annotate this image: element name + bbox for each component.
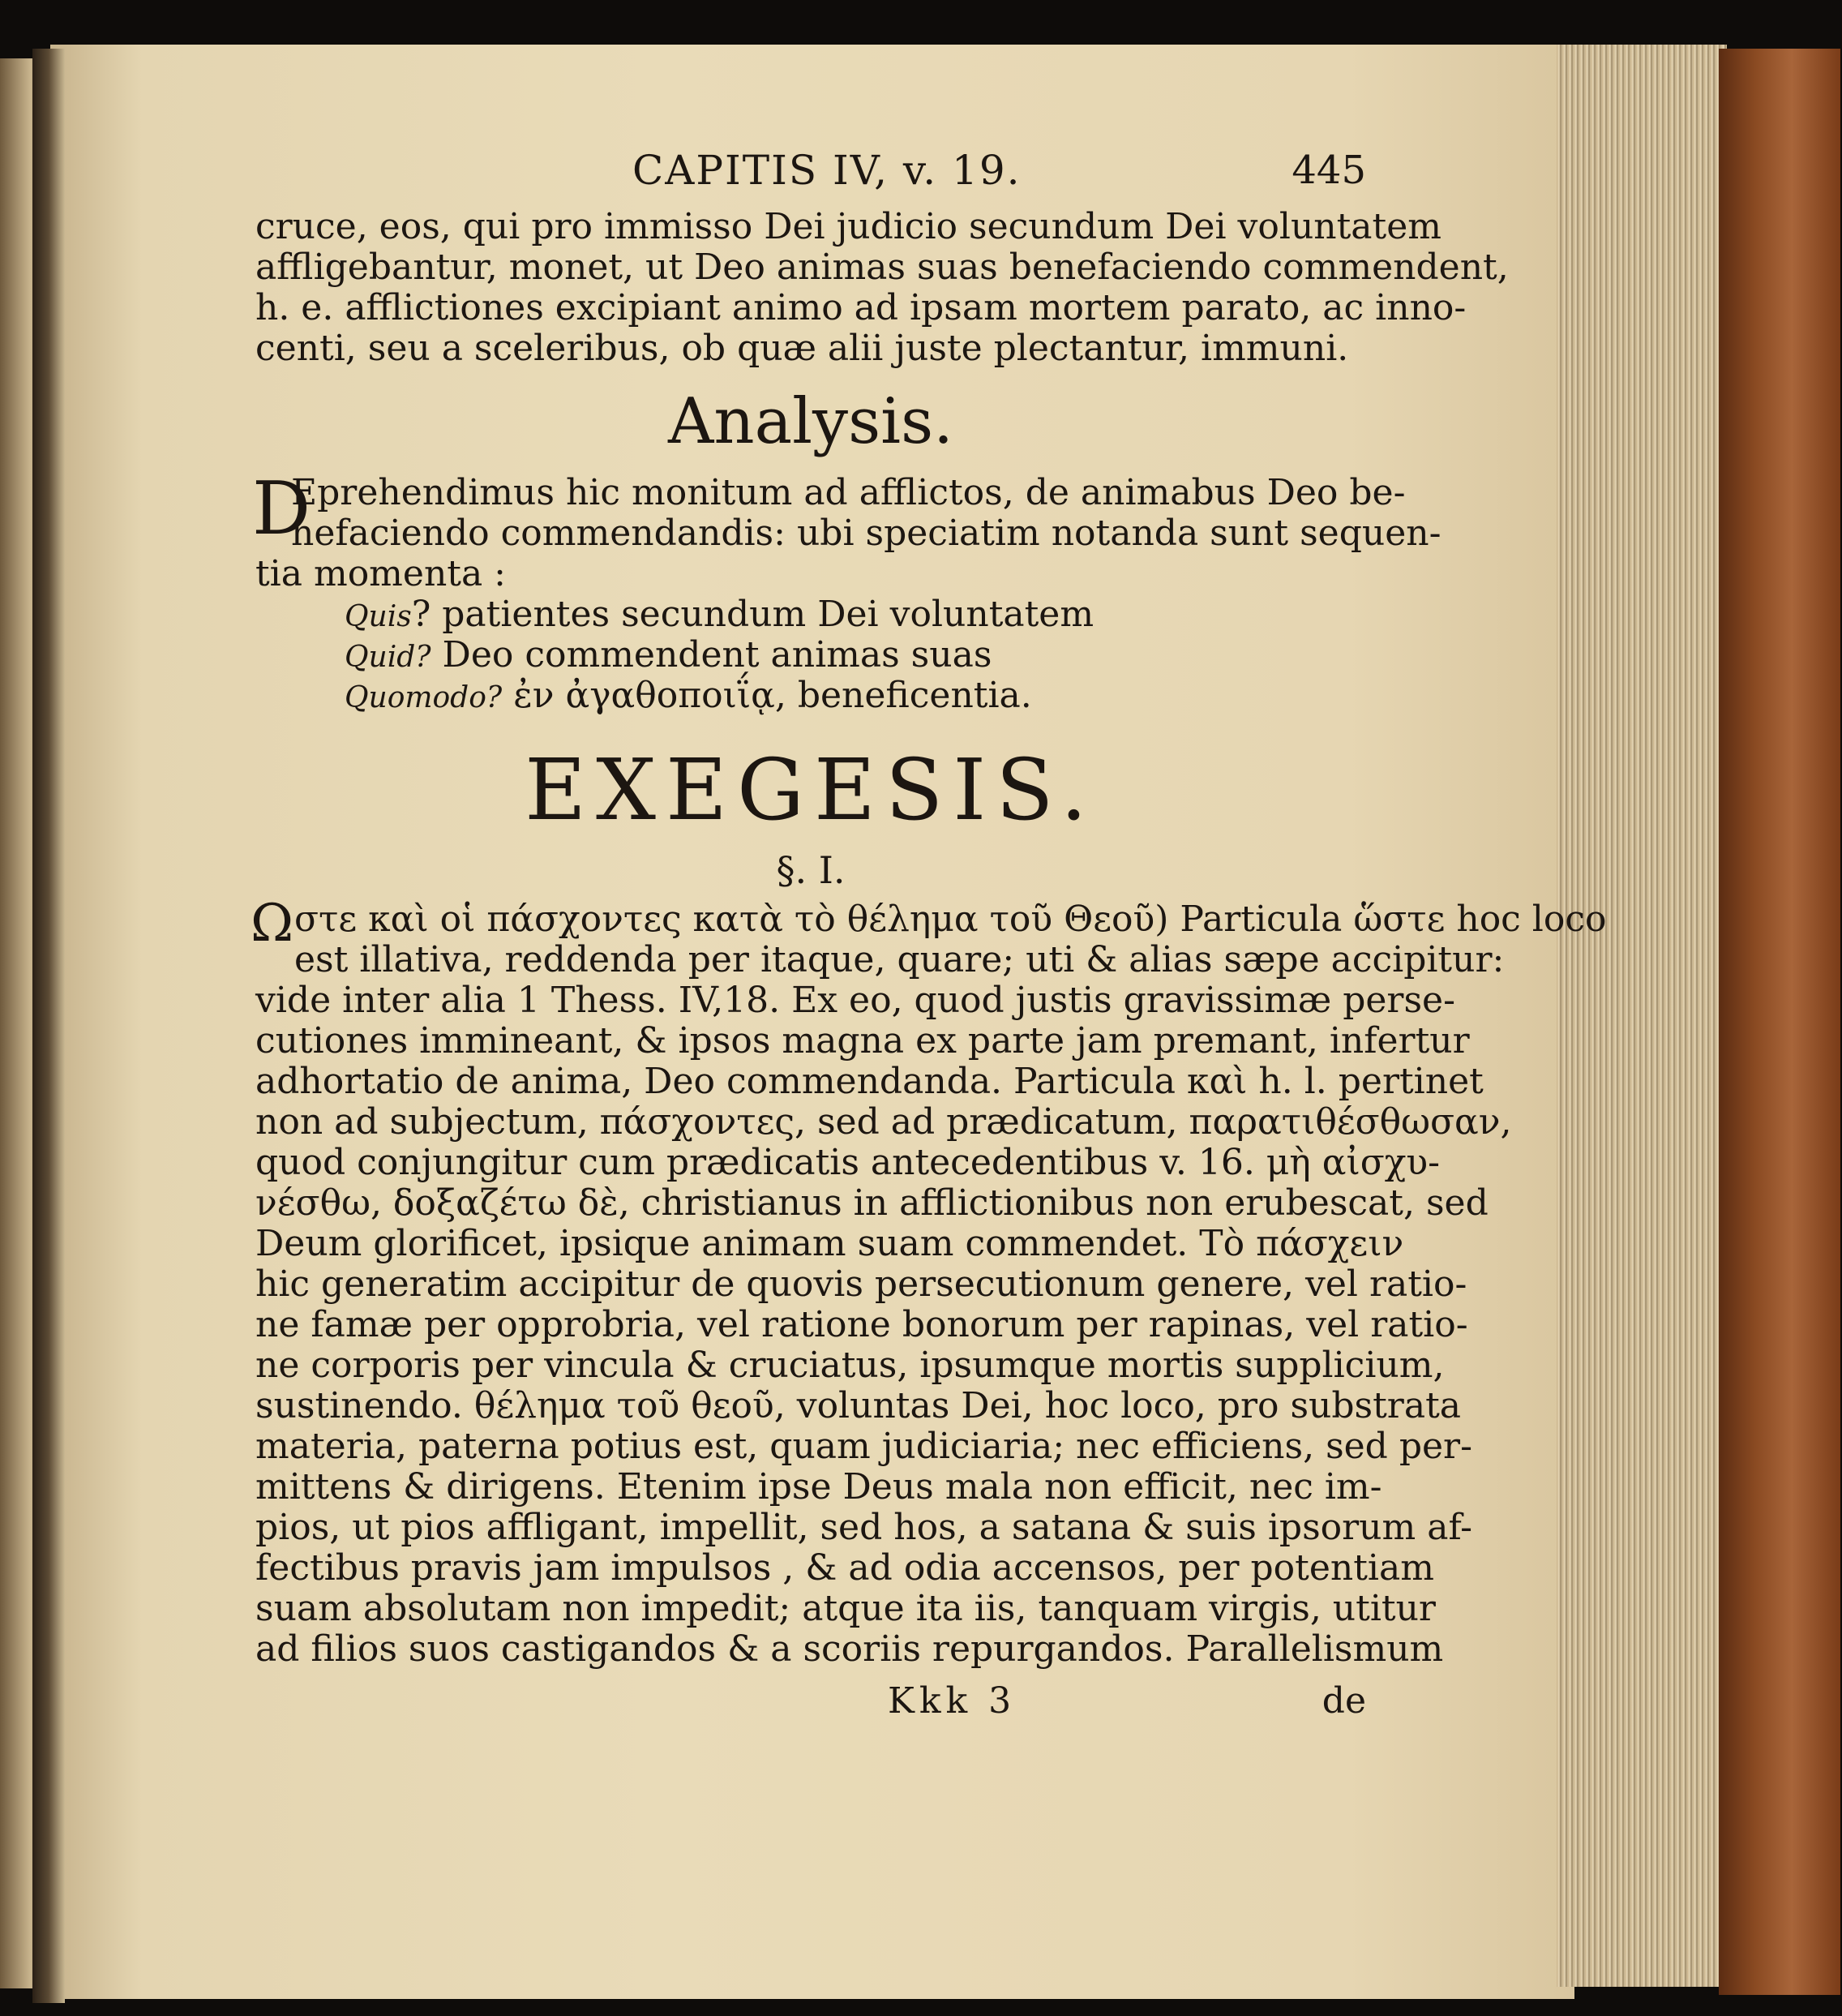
text-line: non ad subjectum, πάσχοντες, sed ad prædicatum, παρατιθέσθωσαν,	[255, 1101, 1512, 1143]
analysis-line-1: Eprehendimus hic monitum ad afflictos, de animabus Deo be-	[291, 472, 1406, 513]
text-line: ne famæ per opprobria, vel ratione bonorum per rapinas, vel ratio-	[255, 1304, 1468, 1345]
text-line: νέσθω, δοξαζέτω δὲ, christianus in afflictionibus non erubescat, sed	[255, 1182, 1489, 1224]
binding-gutter	[32, 49, 65, 2003]
running-header	[255, 142, 1366, 207]
text-line: est illativa, reddenda per itaque, quare; uti & alias sæpe accipitur:	[294, 939, 1505, 980]
text-line	[251, 894, 1607, 954]
text-line: centi, seu a sceleribus, ob quæ alii juste plectantur, immuni.	[255, 328, 1349, 369]
exegesis-heading: EXEGESIS.	[525, 740, 1097, 839]
text-line: mittens & dirigens. Etenim ipse Deus mala non efficit, nec im-	[255, 1466, 1382, 1508]
text-line: materia, paterna potius est, quam judiciaria; nec efficiens, sed per-	[255, 1426, 1472, 1467]
page-number: 445	[1292, 148, 1366, 193]
text-line: sustinendo. θέλημα τοῦ θεοῦ, voluntas Dei, hoc loco, pro substrata	[255, 1385, 1461, 1426]
analysis-paragraph	[252, 466, 1441, 716]
catchword: de	[1322, 1680, 1366, 1722]
text-line: Deum glorificet, ipsique animam suam commendet. Τὸ πάσχειν	[255, 1223, 1404, 1264]
signature-mark: Kkk 3	[888, 1680, 1017, 1722]
item-question: Quis	[345, 600, 412, 633]
text-line: fectibus pravis jam impulsos , & ad odia accensos, per potentiam	[255, 1547, 1434, 1589]
item-question: Quid?	[345, 641, 431, 674]
text-line: ne corporis per vincula & cruciatus, ipsumque mortis supplicium,	[255, 1345, 1445, 1386]
text-line: vide inter alia 1 Thess. IV,18. Ex eo, quod justis gravissimæ perse-	[255, 980, 1455, 1021]
text-line: h. e. afflictiones excipiant animo ad ipsam mortem parato, ac inno-	[255, 287, 1467, 328]
text-line: ad filios suos castigandos & a scoriis repurgandos. Parallelismum	[255, 1628, 1444, 1670]
text-line: tia momenta :	[255, 553, 507, 594]
running-title: CAPITIS IV, v. 19.	[632, 147, 1022, 194]
text-line: cruce, eos, qui pro immisso Dei judicio secundum Dei voluntatem	[255, 206, 1441, 247]
text-line: quod conjungitur cum prædicatis antecedentibus v. 16. μὴ αἰσχυ-	[255, 1142, 1441, 1183]
exegesis-line-1: στε καὶ οἱ πάσχοντες κατὰ τὸ θέλημα τοῦ Θεοῦ) Particula ὥστε hoc loco	[294, 899, 1607, 940]
text-line: nefaciendo commendandis: ubi speciatim notanda sunt sequen-	[291, 513, 1441, 554]
analysis-item	[255, 635, 1366, 676]
intro-paragraph	[255, 206, 1509, 369]
page-edges	[1557, 45, 1727, 1987]
text-line: adhortatio de anima, Deo commendanda. Particula καὶ h. l. pertinet	[255, 1061, 1484, 1102]
text-line: pios, ut pios affligant, impellit, sed hos, a satana & suis ipsorum af-	[255, 1507, 1473, 1548]
text-line: cutiones immineant, & ipsos magna ex parte jam premant, infertur	[255, 1020, 1470, 1062]
leather-cover	[1719, 49, 1840, 1995]
text-line: suam absolutam non impedit; atque ita iis, tanquam virgis, utitur	[255, 1588, 1436, 1629]
item-question: Quomodo?	[345, 681, 503, 714]
item-answer: ἐν ἀγαθοποιΐᾳ, beneficentia.	[502, 675, 1032, 716]
analysis-item	[255, 594, 1366, 635]
page-footer	[255, 1678, 1366, 1726]
item-answer: Deo commendent animas suas	[431, 634, 992, 676]
item-answer: ? patientes secundum Dei voluntatem	[411, 594, 1094, 635]
section-mark: §. I.	[776, 848, 846, 892]
text-line: affligebantur, monet, ut Deo animas suas benefaciendo commendent,	[255, 247, 1509, 288]
exegesis-paragraph	[251, 894, 1607, 1670]
page-text	[251, 142, 1607, 1726]
text-line: hic generatim accipitur de quovis persecutionum genere, vel ratio-	[255, 1263, 1467, 1305]
drop-cap: Ω	[251, 894, 294, 954]
analysis-item	[255, 676, 1366, 716]
analysis-heading: Analysis.	[668, 385, 953, 458]
drop-cap: D	[252, 466, 311, 551]
